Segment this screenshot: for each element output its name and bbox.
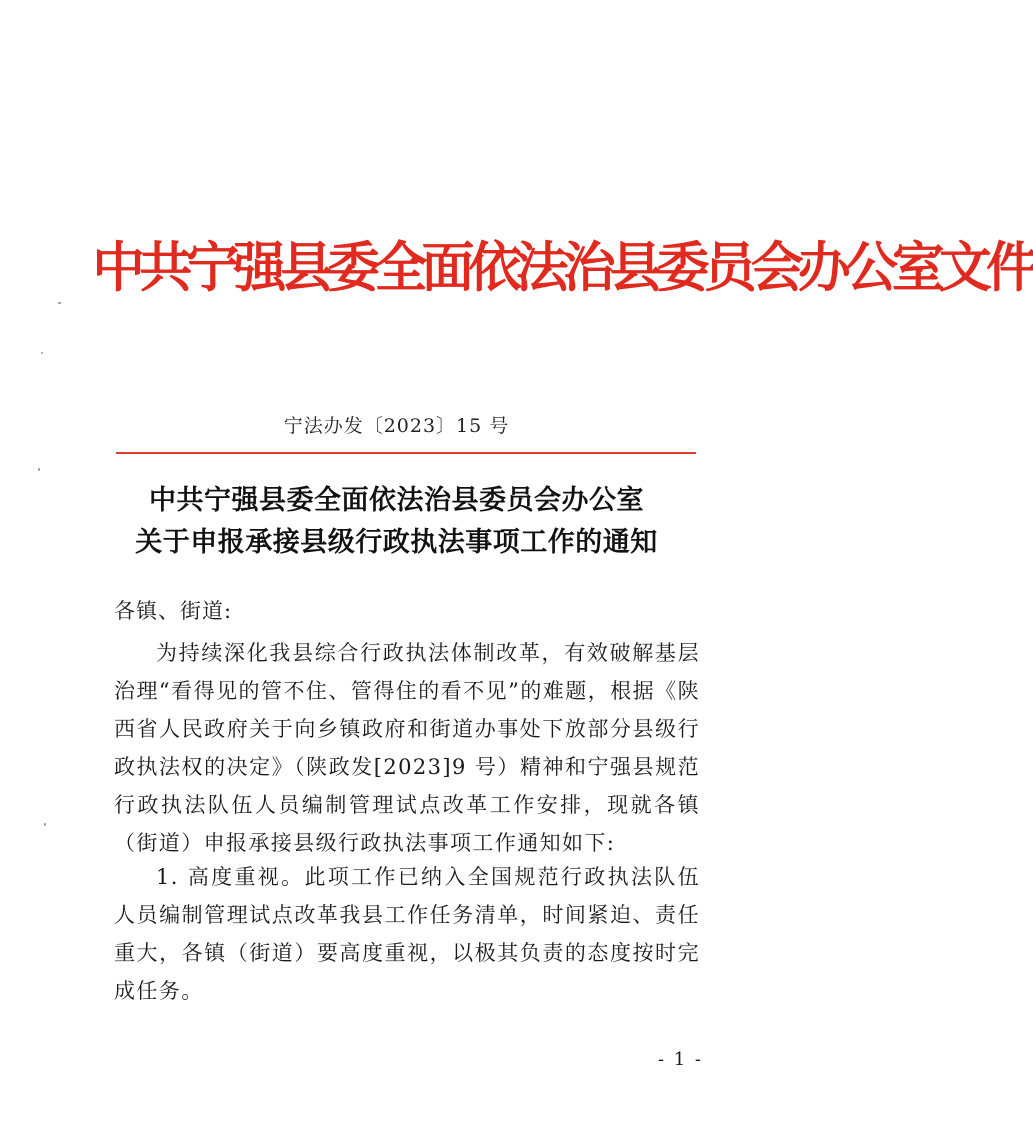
red-divider-line — [116, 452, 696, 454]
body-paragraph: 1. 高度重视。此项工作已纳入全国规范行政执法队伍人员编制管理试点改革我县工作任务清单，时间紧迫、责任重大，各镇（街道）要高度重视，以极其负责的态度按时完成任务。 — [114, 865, 700, 1003]
addressee: 各镇、街道: — [114, 599, 233, 623]
page-number: - 1 - — [657, 1049, 703, 1070]
scan-speck — [41, 352, 43, 354]
document-title-line-1: 中共宁强县委全面依法治县委员会办公室 — [149, 485, 644, 516]
document-title-line-2: 关于申报承接县级行政执法事项工作的通知 — [135, 527, 658, 558]
document-masthead: 中共宁强县委全面依法治县委员会办公室文件 — [92, 235, 1033, 299]
body-paragraph: 为持续深化我县综合行政执法体制改革，有效破解基层治理“看得见的管不住、管得住的看不见”的难题，根据《陕西省人民政府关于向乡镇政府和街道办事处下放部分县级行政执法权的决定》（陕政发[2023]9 号）精神和宁强县规范行政执法队伍人员编制管理试点改革工作安排，现就各镇（街道）申报承接县级行政执法事项工作通知如下: — [114, 641, 700, 855]
document-number: 宁法办发〔2023〕15 号 — [283, 415, 510, 437]
scan-speck — [58, 302, 61, 304]
scan-speck — [38, 468, 40, 471]
scan-speck — [44, 823, 46, 826]
document-title — [0, 480, 793, 564]
